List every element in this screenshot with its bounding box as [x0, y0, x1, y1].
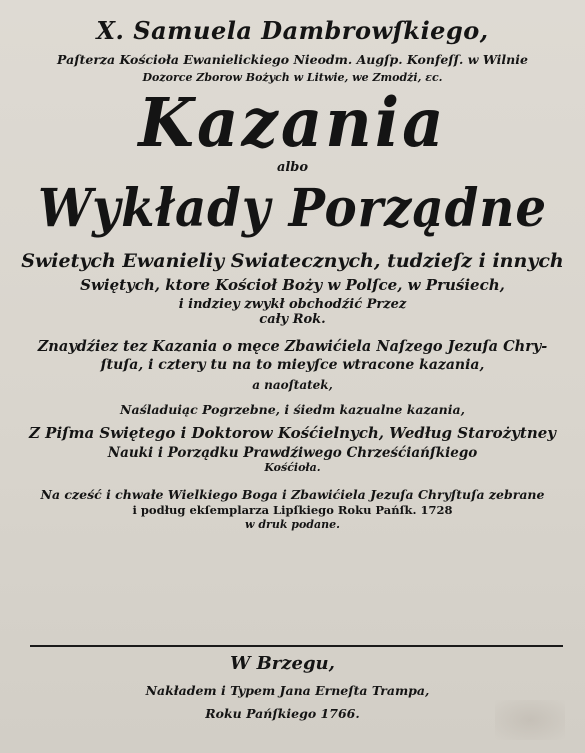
author-line: X. Samuela Dambrowſkiego, — [96, 16, 489, 45]
description-line-2: Swiętych, ktore Kościoł Boży w Polſce, w Pruśiech, — [80, 275, 505, 294]
author-office-line-2: Dozorce Zborow Bożych w Litwie, we Zmodżi, ɛc. — [142, 71, 443, 85]
sources-line-1: Z Piſma Swiętego i Doktorow Kośćielnych, Według Starożytney — [29, 424, 556, 443]
horizontal-rule — [30, 645, 563, 647]
description-line-1: Swietych Ewanieliy Swiatecznych, tudzieſz i innych — [21, 249, 564, 272]
dedication-line-2: i podług ekſemplarza Lipſkiego Roku Pańſk. 1728 — [132, 503, 453, 517]
dedication-line-1: Na cześć i chwałe Wielkiego Boga i Zbawićiela Jezuſa Chryſtuſa zebrane — [40, 486, 545, 502]
conjunction-albo: albo — [276, 160, 309, 176]
contents-line-3: a naoſtatek, — [252, 377, 333, 392]
imprint-printer: Nakładem i Typem Jana Erneſta Trampa, — [145, 682, 430, 698]
contents-line-4: Naśladuiąc Pogrzebne, i śiedm kazualne kazania, — [120, 402, 465, 418]
imprint-year: Roku Pańſkiego 1766. — [205, 706, 360, 722]
sources-line-3: Kośćioła. — [264, 461, 321, 475]
subtitle: Wykłady Porządne — [37, 177, 547, 239]
sources-line-2: Nauki i Porządku Prawdźiwego Chrześćiańſkiego — [107, 445, 478, 462]
main-title: Kazania — [138, 83, 447, 163]
description-line-4: cały Rok. — [259, 312, 326, 328]
dedication-line-3: w druk podane. — [245, 518, 340, 532]
contents-line-2: ſtuſa, i cztery tu na to mieyſce wtracone kazania, — [100, 357, 485, 373]
author-office-line-1: Paſterza Kościoła Ewanielickiego Nieodm. Augſp. Konfeſſ. w Wilnie — [57, 52, 528, 68]
description-line-3: i indziey zwykł obchodźić Przez — [178, 296, 407, 312]
imprint-place: W Brzegu, — [230, 653, 335, 674]
contents-line-1: Znaydźiez tez Kazania o męce Zbawićiela Naſzego Jezuſa Chry- — [37, 337, 548, 355]
paper-stain — [495, 700, 565, 740]
